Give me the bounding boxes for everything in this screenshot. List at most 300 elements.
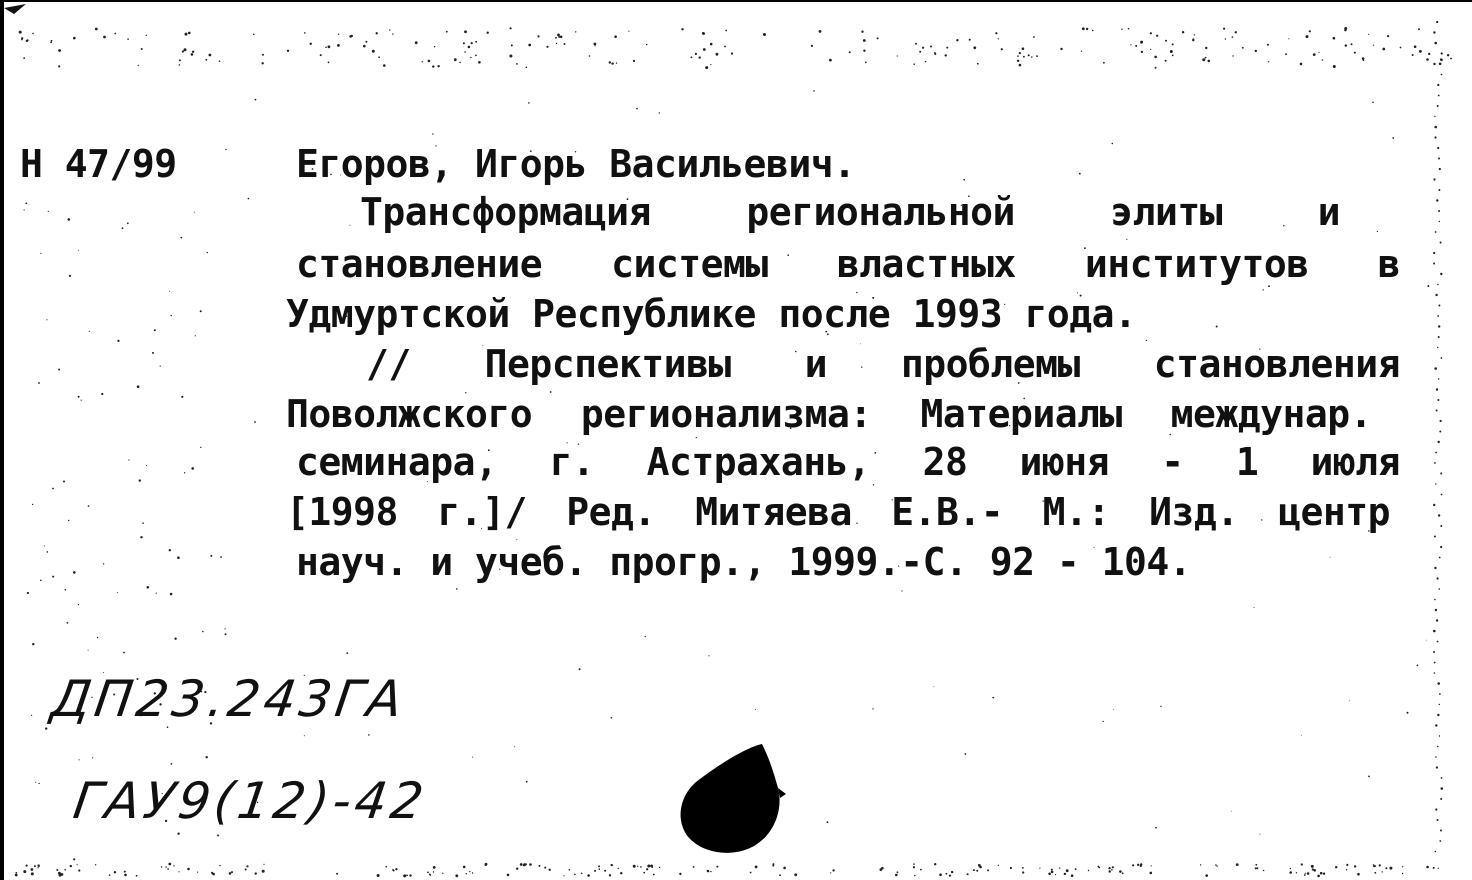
speckle <box>101 393 103 395</box>
speckle <box>470 57 471 58</box>
speckle <box>998 865 999 866</box>
handwritten-shelfmark-1: ДП23.243ГА <box>47 670 410 728</box>
speckle <box>1436 199 1438 201</box>
ink-blot <box>681 744 780 853</box>
speckle <box>1140 41 1143 44</box>
speckle <box>865 62 867 64</box>
speckle <box>78 604 79 605</box>
speckle <box>1126 239 1127 240</box>
speckle <box>563 875 564 876</box>
speckle <box>389 29 390 30</box>
speckle <box>1194 34 1195 35</box>
source-word: июня <box>1019 440 1110 484</box>
speckle <box>1268 61 1269 62</box>
speckle <box>433 866 436 869</box>
speckle <box>1385 867 1387 869</box>
speckle <box>579 668 581 670</box>
speckle <box>1433 504 1435 506</box>
speckle <box>901 590 902 591</box>
speckle <box>1236 863 1239 866</box>
speckle <box>38 382 40 384</box>
speckle <box>1440 546 1442 548</box>
speckle <box>1304 874 1306 876</box>
speckle <box>78 869 80 871</box>
speckle <box>1373 45 1374 46</box>
speckle <box>37 867 38 868</box>
speckle <box>514 746 515 747</box>
punch-hole-mark <box>674 738 794 862</box>
speckle <box>472 872 473 873</box>
speckle <box>464 30 467 33</box>
speckle <box>123 652 125 654</box>
speckle <box>1436 410 1438 412</box>
speckle <box>188 32 191 35</box>
speckle <box>1112 143 1114 145</box>
speckle <box>1242 47 1244 49</box>
speckle <box>1351 43 1353 45</box>
speckle <box>1172 55 1174 57</box>
speckle <box>50 42 52 44</box>
speckle <box>1122 872 1124 874</box>
speckle <box>710 871 711 872</box>
speckle <box>73 571 76 574</box>
speckle <box>1441 74 1443 76</box>
speckle <box>46 319 47 320</box>
speckle <box>1439 588 1441 590</box>
speckle <box>69 275 71 277</box>
speckle <box>949 875 951 877</box>
speckle <box>934 52 936 54</box>
speckle <box>1165 60 1167 62</box>
speckle <box>231 871 233 873</box>
speckle <box>1312 868 1314 870</box>
speckle <box>15 874 18 877</box>
speckle <box>1412 54 1414 56</box>
speckle <box>1440 273 1442 275</box>
speckle <box>200 447 201 448</box>
speckle <box>1349 700 1350 701</box>
speckle <box>160 366 161 367</box>
speckle <box>569 869 571 871</box>
speckle <box>454 58 457 61</box>
speckle <box>64 869 66 871</box>
speckle <box>1192 38 1194 40</box>
speckle <box>915 43 917 45</box>
title-word: в <box>1377 242 1400 286</box>
speckle <box>161 866 162 867</box>
speckle <box>595 45 596 46</box>
speckle <box>1437 682 1440 685</box>
speckle <box>1372 102 1374 104</box>
speckle <box>589 55 591 57</box>
speckle <box>1418 28 1420 30</box>
speckle <box>1354 52 1356 54</box>
speckle <box>772 863 774 865</box>
title-word: элиты <box>1110 190 1223 234</box>
speckle <box>710 64 711 65</box>
speckle <box>1119 870 1122 873</box>
title-word: институтов <box>1084 242 1309 286</box>
speckle <box>103 563 104 564</box>
speckle <box>171 763 173 765</box>
speckle <box>1354 865 1356 867</box>
speckle <box>1433 867 1435 869</box>
speckle <box>52 576 54 578</box>
speckle <box>109 874 111 876</box>
speckle <box>1437 147 1439 149</box>
speckle <box>1439 735 1440 736</box>
speckle <box>1103 721 1104 722</box>
speckle <box>1344 29 1346 31</box>
speckle <box>523 865 525 867</box>
speckle <box>659 867 660 868</box>
speckle <box>325 47 327 49</box>
speckle <box>1318 52 1319 53</box>
speckle <box>1135 45 1137 47</box>
speckle <box>338 34 339 35</box>
speckle <box>475 55 477 57</box>
speckle <box>181 396 183 398</box>
speckle <box>1289 871 1292 874</box>
speckle <box>1440 420 1442 422</box>
speckle <box>217 835 219 837</box>
speckle <box>1437 105 1439 107</box>
speckle <box>830 872 831 873</box>
speckle <box>52 488 54 490</box>
speckle <box>1108 867 1110 869</box>
speckle <box>1439 221 1440 222</box>
speckle <box>1417 665 1419 667</box>
speckle <box>1438 305 1440 307</box>
speckle <box>913 866 915 868</box>
speckle <box>1051 871 1054 874</box>
speckle <box>1439 704 1440 705</box>
speckle <box>1071 874 1074 877</box>
speckle <box>1092 30 1094 32</box>
speckle <box>197 872 198 873</box>
speckle <box>1255 864 1257 866</box>
speckle <box>516 868 518 870</box>
speckle <box>1111 869 1113 871</box>
speckle <box>170 593 173 596</box>
speckle <box>1200 864 1201 865</box>
source-word: и <box>804 342 828 386</box>
speckle <box>526 781 528 783</box>
speckle <box>1010 867 1012 869</box>
speckle <box>67 622 69 624</box>
speckle <box>598 865 600 867</box>
speckle <box>1023 56 1025 58</box>
speckle <box>1335 866 1337 868</box>
speckle <box>169 549 171 551</box>
speckle <box>539 865 541 867</box>
speckle <box>1441 357 1443 359</box>
speckle <box>1382 48 1385 51</box>
speckle <box>1098 866 1100 868</box>
speckle <box>1231 811 1232 812</box>
speckle <box>174 638 176 640</box>
speckle <box>636 108 638 110</box>
speckle <box>152 352 154 354</box>
speckle <box>1402 866 1403 867</box>
speckle <box>32 33 34 35</box>
speckle <box>633 865 636 868</box>
speckle <box>1438 336 1440 338</box>
speckle <box>432 133 433 134</box>
speckle <box>1433 252 1435 254</box>
speckle <box>1019 64 1022 67</box>
speckle <box>705 66 708 69</box>
speckle <box>40 253 41 254</box>
speckle <box>287 50 289 52</box>
speckle <box>913 63 915 65</box>
speckle <box>699 56 701 58</box>
speckle <box>811 45 813 47</box>
speckle <box>1301 863 1303 865</box>
speckle <box>442 873 443 874</box>
speckle <box>1333 65 1336 68</box>
speckle <box>973 46 976 49</box>
speckle <box>205 59 207 61</box>
speckle <box>1346 864 1348 866</box>
speckle <box>114 33 116 35</box>
speckle <box>679 873 681 875</box>
speckle <box>1438 441 1440 443</box>
speckle <box>262 62 264 64</box>
source-word: Материалы <box>920 392 1122 436</box>
speckle <box>1434 599 1436 601</box>
speckle <box>124 871 126 873</box>
speckle <box>581 873 583 875</box>
speckle <box>1434 672 1436 674</box>
speckle <box>628 31 629 32</box>
speckle <box>965 753 967 755</box>
speckle <box>38 783 39 784</box>
speckle <box>1438 210 1440 212</box>
speckle <box>1434 136 1436 138</box>
speckle <box>1172 43 1174 45</box>
speckle <box>1223 28 1225 30</box>
speckle <box>1368 776 1370 778</box>
speckle <box>813 90 815 92</box>
speckle <box>1109 870 1111 872</box>
speckle <box>510 27 512 29</box>
speckle <box>1427 285 1429 287</box>
speckle <box>1439 63 1442 66</box>
speckle <box>1330 557 1331 558</box>
speckle <box>229 872 232 875</box>
speckle <box>992 697 994 699</box>
speckle <box>122 227 124 229</box>
speckle <box>89 331 90 332</box>
speckle <box>1216 866 1217 867</box>
speckle <box>1254 607 1255 608</box>
speckle <box>640 866 642 868</box>
speckle <box>26 865 28 867</box>
speckle <box>409 874 411 876</box>
source-word: междунар. <box>1170 392 1372 436</box>
speckle <box>1440 525 1442 527</box>
speckle <box>58 369 60 371</box>
speckle <box>349 225 350 226</box>
speckle <box>1263 289 1264 290</box>
title-line-2 <box>296 242 1400 286</box>
speckle <box>429 874 431 876</box>
speckle <box>1285 53 1287 55</box>
speckle <box>587 874 590 877</box>
speckle <box>58 49 61 52</box>
speckle <box>138 65 139 66</box>
speckle <box>428 60 431 63</box>
speckle <box>544 867 546 869</box>
speckle <box>507 874 510 877</box>
speckle <box>1373 864 1375 866</box>
speckle <box>225 628 226 629</box>
speckle <box>248 198 250 200</box>
speckle <box>246 865 248 867</box>
speckle <box>1017 55 1019 57</box>
speckle <box>731 52 733 54</box>
speckle <box>611 717 613 719</box>
speckle <box>1377 231 1378 232</box>
speckle <box>1088 870 1089 871</box>
speckle <box>187 868 190 871</box>
speckle <box>1426 866 1429 869</box>
speckle <box>51 40 53 42</box>
speckle <box>173 865 174 866</box>
speckle <box>1255 50 1257 52</box>
catalog-card <box>4 2 1472 880</box>
corner-mark <box>4 4 26 14</box>
speckle <box>38 865 40 867</box>
title-word: и <box>1317 190 1340 234</box>
speckle <box>1439 693 1441 695</box>
speckle <box>1436 766 1438 768</box>
speckle <box>225 633 227 635</box>
speckle <box>1039 868 1040 869</box>
speckle <box>1259 834 1260 835</box>
speckle <box>210 555 212 557</box>
speckle <box>1001 48 1003 50</box>
speckle <box>1064 873 1066 875</box>
speckle <box>35 782 36 783</box>
speckle <box>1232 55 1233 56</box>
speckle <box>1438 189 1440 191</box>
title-word: Трансформация <box>360 190 651 234</box>
speckle <box>128 459 129 460</box>
speckle <box>58 65 60 67</box>
speckle <box>422 61 423 62</box>
speckle <box>368 734 370 736</box>
speckle <box>21 37 23 39</box>
speckle <box>611 62 613 64</box>
speckle <box>1205 57 1207 59</box>
speckle <box>1300 63 1303 66</box>
speckle <box>1434 662 1436 664</box>
source-word: - <box>1161 440 1184 484</box>
speckle <box>56 869 58 871</box>
speckle <box>520 863 523 866</box>
speckle <box>1434 367 1437 370</box>
call-number: Н 47/99 <box>20 142 177 186</box>
speckle <box>1305 873 1306 874</box>
speckle <box>78 250 79 251</box>
source-line-3 <box>296 440 1400 484</box>
speckle <box>1346 869 1347 870</box>
speckle <box>659 112 660 113</box>
speckle <box>1022 47 1025 50</box>
speckle <box>328 62 330 64</box>
speckle <box>1060 48 1062 50</box>
title-word: региональной <box>746 190 1015 234</box>
speckle <box>978 864 981 867</box>
speckle <box>1345 44 1347 46</box>
title-line-1 <box>360 190 1340 234</box>
speckle <box>320 54 322 56</box>
speckle <box>861 31 863 33</box>
source-word: центр <box>1278 490 1390 534</box>
speckle <box>1150 872 1153 875</box>
speckle <box>1441 494 1443 496</box>
speckle <box>616 62 617 63</box>
speckle <box>1132 864 1134 866</box>
source-word: Е.В.- <box>891 490 1004 534</box>
speckle <box>1433 630 1436 633</box>
speckle <box>383 64 386 67</box>
speckle <box>184 472 185 473</box>
speckle <box>1441 777 1443 779</box>
speckle <box>253 34 255 36</box>
speckle <box>872 708 873 709</box>
speckle <box>1433 263 1435 265</box>
speckle <box>137 385 140 388</box>
speckle <box>755 709 756 710</box>
speckle <box>1255 867 1257 869</box>
speckle <box>977 63 979 65</box>
speckle <box>1438 868 1439 869</box>
speckle <box>1392 137 1394 139</box>
speckle <box>304 32 306 34</box>
speckle <box>1440 798 1442 800</box>
speckle <box>1150 32 1152 34</box>
speckle <box>471 42 473 44</box>
speckle <box>1182 31 1184 33</box>
speckle <box>48 211 49 212</box>
speckle <box>1437 347 1438 348</box>
speckle <box>446 31 448 33</box>
speckle <box>1232 36 1234 38</box>
speckle <box>1435 756 1437 758</box>
source-word: г. <box>549 440 595 484</box>
speckle <box>140 536 142 538</box>
speckle <box>47 551 49 553</box>
speckle <box>827 821 829 823</box>
speckle <box>192 51 194 53</box>
speckle <box>103 36 106 39</box>
speckle <box>998 38 999 39</box>
speckle <box>930 46 932 48</box>
speckle <box>206 756 208 758</box>
source-word: проблемы <box>900 342 1080 386</box>
speckle <box>526 67 528 69</box>
speckle <box>755 866 758 869</box>
speckle <box>487 32 489 34</box>
speckle <box>179 59 181 61</box>
speckle <box>1160 706 1161 707</box>
speckle <box>763 33 766 36</box>
speckle <box>393 870 395 872</box>
speckle <box>179 64 181 66</box>
